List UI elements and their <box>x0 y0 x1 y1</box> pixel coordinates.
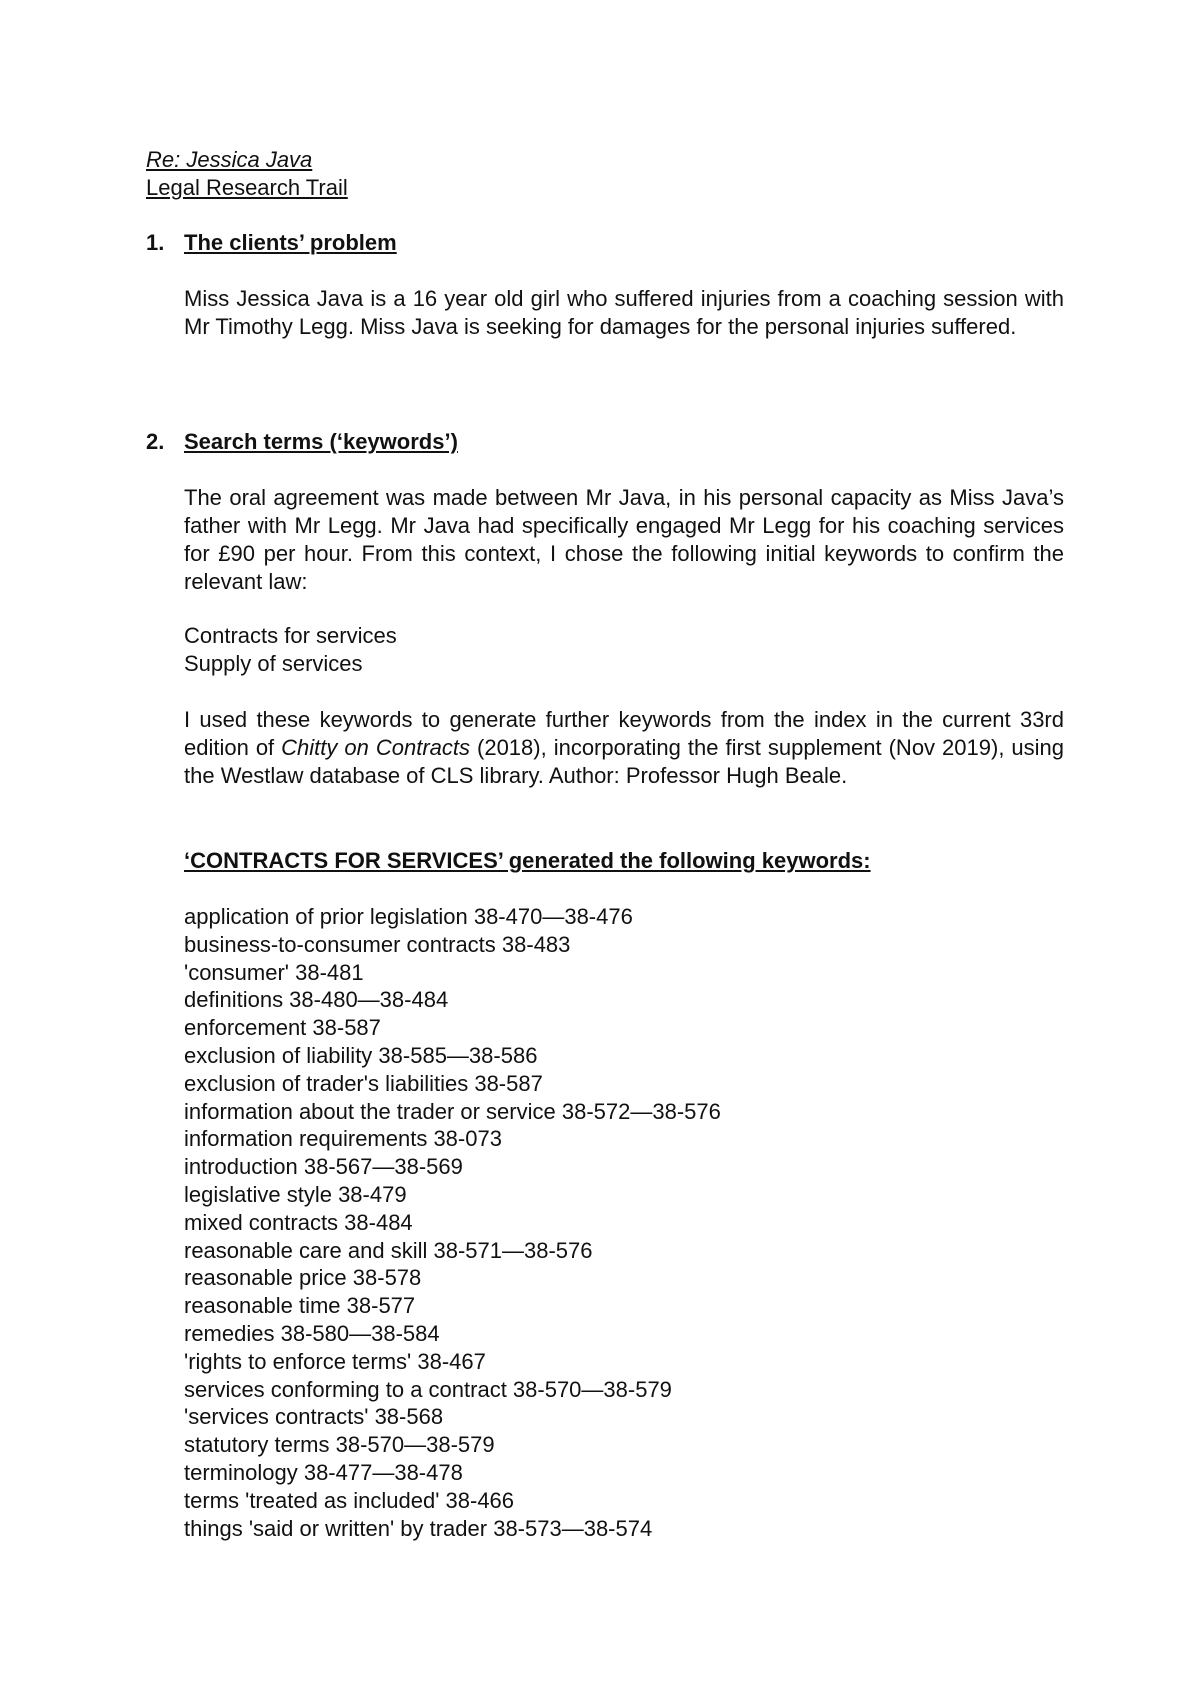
search-terms-paragraph: The oral agreement was made between Mr Java, in his personal capacity as Miss Java’s father with Mr Legg. Mr Java had specifically engaged Mr Legg for his coaching services for £90 per hour. From this context, I chose the following initial keywords to confirm the relevant law: <box>184 485 1064 594</box>
list-item: reasonable care and skill 38-571—38-576 <box>184 1237 593 1263</box>
section-1-body <box>184 285 1064 341</box>
section-title: The clients’ problem <box>184 230 397 255</box>
document-subtitle: Legal Research Trail <box>146 175 348 200</box>
source-text-post: (2018), incorporating the first supplement (Nov 2019), using the Westlaw database of CLS library. Author: Professor Hugh Beale. <box>184 735 1065 788</box>
list-item: terms 'treated as included' 38-466 <box>184 1487 515 1513</box>
list-item: business-to-consumer contracts 38-483 <box>184 931 571 957</box>
list-item: Contracts for services <box>184 623 397 648</box>
list-item: statutory terms 38-570—38-579 <box>184 1432 495 1458</box>
list-item: reasonable time 38-577 <box>184 1293 416 1319</box>
list-item: information requirements 38-073 <box>184 1126 502 1152</box>
section-title: Search terms (‘keywords’) <box>184 429 458 454</box>
list-item: things 'said or written' by trader 38-573—38-574 <box>184 1515 653 1541</box>
index-heading: ‘CONTRACTS FOR SERVICES’ generated the following keywords: <box>184 848 871 873</box>
list-item: reasonable price 38-578 <box>184 1265 422 1291</box>
list-item: Supply of services <box>184 651 363 676</box>
book-title: Chitty on Contracts <box>281 735 471 760</box>
section-2-heading <box>146 428 458 456</box>
list-item: remedies 38-580—38-584 <box>184 1320 440 1346</box>
list-item: application of prior legislation 38-470—38-476 <box>184 904 633 929</box>
section-number: 1. <box>146 230 165 255</box>
clients-problem-paragraph: Miss Jessica Java is a 16 year old girl who suffered injuries from a coaching session with Mr Timothy Legg. Miss Java is seeking for damages for the personal injuries suffered. <box>184 286 1064 339</box>
section-1-heading <box>146 229 397 257</box>
list-item: mixed contracts 38-484 <box>184 1209 413 1235</box>
list-item: exclusion of trader's liabilities 38-587 <box>184 1070 543 1096</box>
list-item: 'rights to enforce terms' 38-467 <box>184 1348 486 1374</box>
list-item: 'consumer' 38-481 <box>184 959 364 985</box>
list-item: 'services contracts' 38-568 <box>184 1404 444 1430</box>
source-paragraph <box>184 706 1064 790</box>
index-keywords-list <box>184 903 1064 1542</box>
list-item: introduction 38-567—38-569 <box>184 1154 463 1180</box>
section-2-body <box>184 484 1064 596</box>
list-item: enforcement 38-587 <box>184 1015 381 1041</box>
source-text <box>184 706 1064 790</box>
initial-keywords-list <box>184 622 1064 678</box>
list-item: services conforming to a contract 38-570—38-579 <box>184 1376 672 1402</box>
list-item: terminology 38-477—38-478 <box>184 1459 463 1485</box>
index-heading-block <box>184 847 1064 875</box>
list-item: information about the trader or service 38-572—38-576 <box>184 1098 721 1124</box>
document-header <box>146 146 348 202</box>
source-text-pre: I used these keywords to generate further keywords from the index in the current 33rd edition of <box>184 707 1064 760</box>
section-number: 2. <box>146 429 165 454</box>
re-line: Re: Jessica Java <box>146 147 313 172</box>
list-item: legislative style 38-479 <box>184 1181 407 1207</box>
list-item: exclusion of liability 38-585—38-586 <box>184 1042 538 1068</box>
list-item: definitions 38-480—38-484 <box>184 987 449 1013</box>
